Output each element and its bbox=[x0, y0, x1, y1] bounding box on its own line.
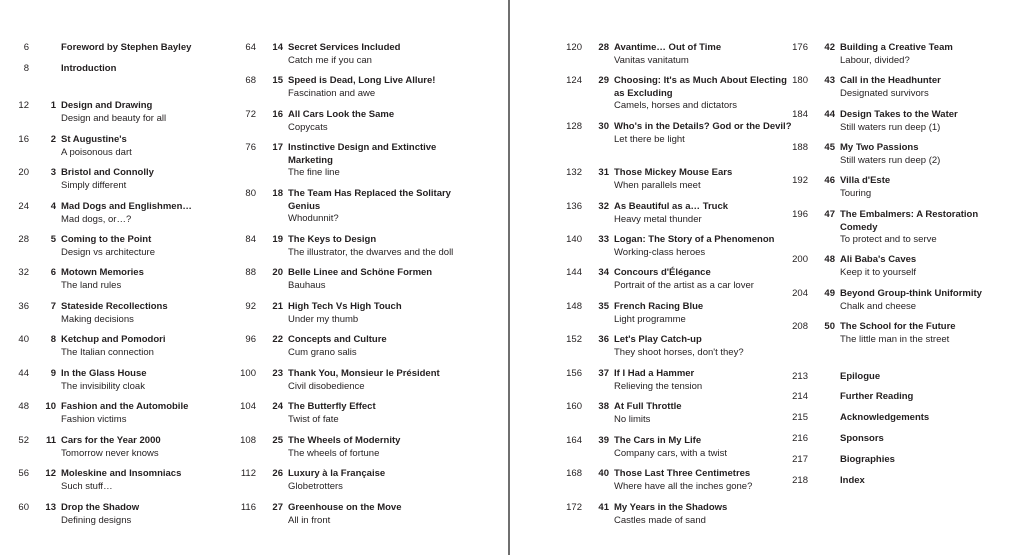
toc-chapter-title: All Cars Look the Same bbox=[288, 109, 395, 120]
toc-entry-text bbox=[288, 188, 466, 226]
toc-chapter-number: 45 bbox=[824, 142, 835, 153]
toc-page-number: 184 bbox=[792, 109, 808, 120]
toc-chapter-number: 9 bbox=[50, 368, 56, 379]
toc-chapter-number: 42 bbox=[824, 42, 835, 53]
toc-page-number: 64 bbox=[245, 42, 256, 53]
toc-page-number: 218 bbox=[792, 475, 808, 486]
toc-chapter-title: As Beautiful as a… Truck bbox=[614, 201, 729, 212]
toc-entry-text bbox=[840, 475, 1018, 488]
toc-chapter-subtitle: Globetrotters bbox=[288, 480, 343, 492]
toc-page-number: 36 bbox=[18, 301, 29, 312]
toc-entry-text bbox=[288, 301, 466, 326]
toc-chapter-subtitle: No limits bbox=[614, 413, 651, 425]
toc-chapter-number: 35 bbox=[598, 301, 609, 312]
toc-page-number: 88 bbox=[245, 267, 256, 278]
toc-chapter-title: Secret Services Included bbox=[288, 42, 401, 53]
toc-entry-text bbox=[61, 435, 239, 460]
toc-chapter-title: Greenhouse on the Move bbox=[288, 502, 402, 513]
toc-chapter-number: 44 bbox=[824, 109, 835, 120]
toc-chapter-title: Instinctive Design and Extinctive Marketing bbox=[288, 142, 437, 166]
toc-chapter-subtitle: Under my thumb bbox=[288, 313, 359, 325]
toc-chapter-subtitle: Vanitas vanitatum bbox=[614, 54, 689, 66]
toc-page-number: 192 bbox=[792, 175, 808, 186]
toc-chapter-title: The Wheels of Modernity bbox=[288, 435, 401, 446]
toc-chapter-title: St Augustine's bbox=[61, 134, 127, 145]
toc-chapter-subtitle: Company cars, with a twist bbox=[614, 447, 727, 459]
toc-page-number: 8 bbox=[23, 63, 29, 74]
toc-chapter-number: 43 bbox=[824, 75, 835, 86]
toc-chapter-number: 26 bbox=[272, 468, 283, 479]
toc-entry-text bbox=[614, 234, 792, 259]
toc-page-number: 32 bbox=[18, 267, 29, 278]
toc-page-number: 104 bbox=[240, 401, 256, 412]
book-spine-divider bbox=[508, 0, 510, 555]
toc-chapter-subtitle: Light programme bbox=[614, 313, 686, 325]
left-column-2 bbox=[227, 0, 467, 555]
toc-chapter-subtitle: Let there be light bbox=[614, 133, 685, 145]
toc-page-number: 132 bbox=[566, 167, 582, 178]
toc-chapter-subtitle: Keep it to yourself bbox=[840, 266, 917, 278]
toc-chapter-subtitle: Chalk and cheese bbox=[840, 300, 917, 312]
toc-chapter-subtitle: When parallels meet bbox=[614, 179, 701, 191]
toc-chapter-number: 38 bbox=[598, 401, 609, 412]
toc-chapter-number: 34 bbox=[598, 267, 609, 278]
toc-entry-text bbox=[288, 142, 466, 180]
toc-entry-text bbox=[288, 368, 466, 393]
toc-chapter-number: 19 bbox=[272, 234, 283, 245]
toc-chapter-subtitle: Where have all the inches gone? bbox=[614, 480, 753, 492]
toc-chapter-title: Beyond Group-think Uniformity bbox=[840, 288, 982, 299]
toc-page-number: 128 bbox=[566, 121, 582, 132]
toc-entry-text bbox=[614, 435, 792, 460]
toc-chapter-subtitle: Simply different bbox=[61, 179, 127, 191]
toc-chapter-number: 46 bbox=[824, 175, 835, 186]
toc-chapter-subtitle: Civil disobedience bbox=[288, 380, 365, 392]
toc-page-number: 6 bbox=[23, 42, 29, 53]
toc-chapter-title: At Full Throttle bbox=[614, 401, 682, 412]
toc-entry-text bbox=[61, 234, 239, 259]
toc-chapter-subtitle: A poisonous dart bbox=[61, 146, 132, 158]
toc-chapter-subtitle: Camels, horses and dictators bbox=[614, 100, 738, 112]
toc-page-number: 80 bbox=[245, 188, 256, 199]
toc-entry-text bbox=[288, 109, 466, 134]
toc-chapter-subtitle: Portrait of the artist as a car lover bbox=[614, 279, 754, 291]
toc-chapter-subtitle: Tomorrow never knows bbox=[61, 447, 159, 459]
toc-chapter-title: Mad Dogs and Englishmen… bbox=[61, 201, 192, 212]
toc-chapter-number: 47 bbox=[824, 209, 835, 220]
toc-chapter-title: Fashion and the Automobile bbox=[61, 401, 189, 412]
left-column-1 bbox=[0, 0, 240, 555]
toc-chapter-subtitle: Fashion victims bbox=[61, 413, 127, 425]
toc-chapter-title: Biographies bbox=[840, 454, 895, 465]
toc-entry-text bbox=[288, 502, 466, 527]
toc-entry-text bbox=[288, 267, 466, 292]
toc-page-number: 44 bbox=[18, 368, 29, 379]
toc-chapter-number: 1 bbox=[50, 100, 56, 111]
toc-chapter-title: The Butterfly Effect bbox=[288, 401, 376, 412]
toc-entry-text bbox=[614, 368, 792, 393]
toc-chapter-number: 40 bbox=[598, 468, 609, 479]
toc-chapter-number: 11 bbox=[45, 435, 56, 446]
toc-page-number: 152 bbox=[566, 334, 582, 345]
toc-chapter-subtitle: Twist of fate bbox=[288, 413, 339, 425]
toc-page-number: 200 bbox=[792, 254, 808, 265]
toc-page-number: 112 bbox=[240, 468, 256, 479]
toc-page-number: 76 bbox=[245, 142, 256, 153]
toc-chapter-title: Coming to the Point bbox=[61, 234, 152, 245]
toc-chapter-subtitle: Design and beauty for all bbox=[61, 112, 167, 124]
toc-entry-text bbox=[288, 234, 466, 259]
toc-chapter-subtitle: All in front bbox=[288, 514, 331, 526]
toc-chapter-number: 50 bbox=[824, 321, 835, 332]
toc-chapter-number: 39 bbox=[598, 435, 609, 446]
toc-chapter-title: Ali Baba's Caves bbox=[840, 254, 917, 265]
toc-chapter-title: Concours d'Élégance bbox=[614, 267, 711, 278]
toc-entry-text bbox=[614, 267, 792, 292]
toc-entry-text bbox=[840, 412, 1018, 425]
toc-chapter-subtitle: The little man in the street bbox=[840, 333, 950, 345]
toc-entry-text bbox=[61, 201, 239, 226]
toc-chapter-subtitle: To protect and to serve bbox=[840, 234, 937, 246]
toc-entry-text bbox=[61, 63, 239, 76]
toc-page-number: 214 bbox=[792, 391, 808, 402]
toc-chapter-subtitle: Such stuff… bbox=[61, 480, 113, 492]
toc-chapter-number: 10 bbox=[45, 401, 56, 412]
toc-chapter-title: My Years in the Shadows bbox=[614, 502, 728, 513]
toc-page-number: 72 bbox=[245, 109, 256, 120]
toc-page-number: 180 bbox=[792, 75, 808, 86]
toc-chapter-title: If I Had a Hammer bbox=[614, 368, 695, 379]
toc-page-number: 176 bbox=[792, 42, 808, 53]
toc-entry-text bbox=[840, 371, 1018, 384]
toc-chapter-title: The Embalmers: A Restoration Comedy bbox=[840, 209, 979, 233]
toc-page-number: 124 bbox=[566, 75, 582, 86]
toc-page-number: 48 bbox=[18, 401, 29, 412]
toc-chapter-number: 30 bbox=[598, 121, 609, 132]
toc-chapter-number: 7 bbox=[50, 301, 56, 312]
toc-chapter-number: 21 bbox=[272, 301, 283, 312]
toc-page-number: 164 bbox=[566, 435, 582, 446]
toc-chapter-number: 12 bbox=[45, 468, 56, 479]
right-column-1 bbox=[553, 0, 793, 555]
toc-entry-text bbox=[288, 435, 466, 460]
toc-chapter-number: 49 bbox=[824, 288, 835, 299]
toc-page-number: 160 bbox=[566, 401, 582, 412]
toc-entry-text bbox=[61, 334, 239, 359]
toc-entry-text bbox=[61, 134, 239, 159]
toc-chapter-title: Villa d'Este bbox=[840, 175, 891, 186]
toc-entry-text bbox=[288, 401, 466, 426]
toc-chapter-number: 23 bbox=[272, 368, 283, 379]
toc-page-number: 60 bbox=[18, 502, 29, 513]
toc-page-number: 28 bbox=[18, 234, 29, 245]
toc-chapter-number: 22 bbox=[272, 334, 283, 345]
toc-chapter-title: The Cars in My Life bbox=[614, 435, 702, 446]
toc-page-number: 188 bbox=[792, 142, 808, 153]
toc-chapter-title: Who's in the Details? God or the Devil? bbox=[614, 121, 792, 132]
toc-chapter-title: French Racing Blue bbox=[614, 301, 704, 312]
toc-chapter-number: 16 bbox=[272, 109, 283, 120]
toc-chapter-title: The School for the Future bbox=[840, 321, 956, 332]
toc-chapter-number: 37 bbox=[598, 368, 609, 379]
toc-chapter-subtitle: Labour, divided? bbox=[840, 54, 910, 66]
toc-entry-text bbox=[61, 167, 239, 192]
toc-entry-text bbox=[614, 75, 792, 113]
toc-chapter-subtitle: The invisibility cloak bbox=[61, 380, 145, 392]
toc-page-number: 84 bbox=[245, 234, 256, 245]
toc-entry-text bbox=[840, 142, 1018, 167]
toc-chapter-title: Call in the Headhunter bbox=[840, 75, 941, 86]
toc-chapter-subtitle: Bauhaus bbox=[288, 279, 326, 291]
toc-entry-text bbox=[614, 301, 792, 326]
toc-chapter-subtitle: Touring bbox=[840, 187, 872, 199]
toc-entry-text bbox=[614, 42, 792, 67]
toc-chapter-number: 18 bbox=[272, 188, 283, 199]
toc-chapter-title: Foreword by Stephen Bayley bbox=[61, 42, 192, 53]
toc-chapter-number: 32 bbox=[598, 201, 609, 212]
toc-chapter-title: Luxury à la Française bbox=[288, 468, 386, 479]
toc-page-number: 12 bbox=[18, 100, 29, 111]
toc-chapter-title: Logan: The Story of a Phenomenon bbox=[614, 234, 775, 245]
toc-chapter-title: Those Mickey Mouse Ears bbox=[614, 167, 733, 178]
toc-chapter-subtitle: Catch me if you can bbox=[288, 54, 372, 66]
toc-entry-text bbox=[614, 334, 792, 359]
toc-entry-text bbox=[614, 201, 792, 226]
toc-entry-text bbox=[288, 75, 466, 100]
toc-entry-text bbox=[840, 254, 1018, 279]
toc-chapter-title: Epilogue bbox=[840, 371, 881, 382]
toc-chapter-subtitle: The land rules bbox=[61, 279, 122, 291]
toc-chapter-title: Those Last Three Centimetres bbox=[614, 468, 751, 479]
toc-chapter-number: 33 bbox=[598, 234, 609, 245]
toc-page-number: 216 bbox=[792, 433, 808, 444]
toc-entry-text bbox=[614, 167, 792, 192]
toc-chapter-title: Sponsors bbox=[840, 433, 884, 444]
toc-chapter-subtitle: Making decisions bbox=[61, 313, 134, 325]
toc-entry-text bbox=[61, 301, 239, 326]
toc-page-number: 208 bbox=[792, 321, 808, 332]
toc-chapter-number: 6 bbox=[50, 267, 56, 278]
toc-chapter-subtitle: They shoot horses, don't they? bbox=[614, 346, 744, 358]
toc-chapter-subtitle: Castles made of sand bbox=[614, 514, 706, 526]
toc-page-number: 140 bbox=[566, 234, 582, 245]
toc-page-number: 96 bbox=[245, 334, 256, 345]
toc-entry-text bbox=[61, 368, 239, 393]
toc-chapter-subtitle: Cum grano salis bbox=[288, 346, 357, 358]
toc-chapter-number: 27 bbox=[272, 502, 283, 513]
toc-chapter-subtitle: Design vs architecture bbox=[61, 246, 155, 258]
toc-entry-text bbox=[614, 401, 792, 426]
toc-page-number: 136 bbox=[566, 201, 582, 212]
toc-chapter-title: Acknowledgements bbox=[840, 412, 930, 423]
toc-chapter-number: 14 bbox=[272, 42, 283, 53]
toc-entry-text bbox=[614, 502, 792, 527]
toc-chapter-number: 8 bbox=[50, 334, 56, 345]
toc-chapter-subtitle: The illustrator, the dwarves and the doll bbox=[288, 246, 454, 258]
toc-page-number: 144 bbox=[566, 267, 582, 278]
toc-page-number: 196 bbox=[792, 209, 808, 220]
toc-chapter-title: Drop the Shadow bbox=[61, 502, 140, 513]
toc-chapter-subtitle: Relieving the tension bbox=[614, 380, 703, 392]
toc-chapter-title: Further Reading bbox=[840, 391, 914, 402]
toc-chapter-subtitle: Whodunnit? bbox=[288, 213, 339, 225]
toc-chapter-title: Belle Linee and Schöne Formen bbox=[288, 267, 433, 278]
toc-chapter-number: 29 bbox=[598, 75, 609, 86]
toc-chapter-title: Introduction bbox=[61, 63, 117, 74]
toc-chapter-number: 17 bbox=[272, 142, 283, 153]
toc-chapter-title: The Keys to Design bbox=[288, 234, 377, 245]
toc-page-number: 24 bbox=[18, 201, 29, 212]
toc-chapter-subtitle: Fascination and awe bbox=[288, 87, 376, 99]
toc-chapter-subtitle: The wheels of fortune bbox=[288, 447, 380, 459]
toc-entry-text bbox=[288, 334, 466, 359]
toc-entry-text bbox=[288, 468, 466, 493]
right-column-2 bbox=[779, 0, 1019, 555]
toc-entry-text bbox=[840, 175, 1018, 200]
toc-chapter-title: In the Glass House bbox=[61, 368, 147, 379]
toc-page-number: 56 bbox=[18, 468, 29, 479]
toc-chapter-title: Motown Memories bbox=[61, 267, 144, 278]
toc-chapter-number: 28 bbox=[598, 42, 609, 53]
toc-entry-text bbox=[61, 100, 239, 125]
toc-page-number: 156 bbox=[566, 368, 582, 379]
toc-entry-text bbox=[840, 321, 1018, 346]
toc-entry-text bbox=[840, 75, 1018, 100]
toc-page-number: 148 bbox=[566, 301, 582, 312]
toc-page-number: 217 bbox=[792, 454, 808, 465]
toc-entry-text bbox=[61, 468, 239, 493]
toc-entry-text bbox=[840, 42, 1018, 67]
toc-entry-text bbox=[288, 42, 466, 67]
toc-chapter-subtitle: Heavy metal thunder bbox=[614, 213, 702, 225]
toc-entry-text bbox=[840, 391, 1018, 404]
toc-entry-text bbox=[840, 288, 1018, 313]
toc-entry-text bbox=[840, 109, 1018, 134]
toc-chapter-title: Thank You, Monsieur le Président bbox=[288, 368, 440, 379]
toc-entry-text bbox=[61, 267, 239, 292]
toc-entry-text bbox=[61, 502, 239, 527]
toc-chapter-title: Building a Creative Team bbox=[840, 42, 953, 53]
toc-page-number: 68 bbox=[245, 75, 256, 86]
toc-chapter-subtitle: Defining designs bbox=[61, 514, 132, 526]
toc-chapter-number: 15 bbox=[272, 75, 283, 86]
toc-entry-text bbox=[614, 468, 792, 493]
toc-page-number: 172 bbox=[566, 502, 582, 513]
toc-entry-text bbox=[840, 454, 1018, 467]
toc-chapter-number: 5 bbox=[50, 234, 56, 245]
toc-chapter-title: Ketchup and Pomodori bbox=[61, 334, 166, 345]
toc-chapter-subtitle: Designated survivors bbox=[840, 87, 929, 99]
toc-chapter-title: Avantime… Out of Time bbox=[614, 42, 722, 53]
toc-chapter-title: Cars for the Year 2000 bbox=[61, 435, 161, 446]
toc-chapter-subtitle: Mad dogs, or…? bbox=[61, 213, 132, 225]
toc-entry-text bbox=[614, 121, 792, 146]
toc-chapter-subtitle: Still waters run deep (2) bbox=[840, 154, 941, 166]
toc-entry-text bbox=[61, 401, 239, 426]
toc-page-number: 108 bbox=[240, 435, 256, 446]
toc-chapter-title: Index bbox=[840, 475, 865, 486]
toc-chapter-title: Speed is Dead, Long Live Allure! bbox=[288, 75, 436, 86]
toc-page-number: 204 bbox=[792, 288, 808, 299]
toc-chapter-subtitle: The Italian connection bbox=[61, 346, 154, 358]
toc-page-number: 16 bbox=[18, 134, 29, 145]
toc-chapter-subtitle: Working-class heroes bbox=[614, 246, 706, 258]
toc-page-number: 92 bbox=[245, 301, 256, 312]
toc-page-number: 116 bbox=[240, 502, 256, 513]
toc-chapter-number: 31 bbox=[598, 167, 609, 178]
toc-chapter-subtitle: Copycats bbox=[288, 121, 328, 133]
toc-chapter-number: 2 bbox=[50, 134, 56, 145]
toc-page-number: 215 bbox=[792, 412, 808, 423]
toc-chapter-title: Design and Drawing bbox=[61, 100, 153, 111]
toc-chapter-title: My Two Passions bbox=[840, 142, 919, 153]
toc-chapter-number: 13 bbox=[45, 502, 56, 513]
toc-chapter-title: Stateside Recollections bbox=[61, 301, 168, 312]
toc-chapter-title: Concepts and Culture bbox=[288, 334, 387, 345]
toc-chapter-number: 3 bbox=[50, 167, 56, 178]
toc-chapter-title: Let's Play Catch-up bbox=[614, 334, 702, 345]
toc-chapter-title: Design Takes to the Water bbox=[840, 109, 958, 120]
toc-entry-text bbox=[61, 42, 239, 55]
toc-page-number: 100 bbox=[240, 368, 256, 379]
toc-chapter-title: High Tech Vs High Touch bbox=[288, 301, 402, 312]
toc-chapter-subtitle: The fine line bbox=[288, 167, 340, 179]
toc-chapter-number: 41 bbox=[598, 502, 609, 513]
toc-chapter-number: 4 bbox=[50, 201, 56, 212]
toc-chapter-title: Bristol and Connolly bbox=[61, 167, 154, 178]
toc-page-number: 52 bbox=[18, 435, 29, 446]
toc-chapter-number: 36 bbox=[598, 334, 609, 345]
toc-chapter-number: 25 bbox=[272, 435, 283, 446]
toc-page-number: 213 bbox=[792, 371, 808, 382]
toc-chapter-number: 24 bbox=[272, 401, 283, 412]
toc-chapter-title: Moleskine and Insomniacs bbox=[61, 468, 182, 479]
toc-chapter-number: 48 bbox=[824, 254, 835, 265]
toc-chapter-title: The Team Has Replaced the Solitary Genius bbox=[288, 188, 451, 212]
toc-chapter-subtitle: Still waters run deep (1) bbox=[840, 121, 941, 133]
toc-page-number: 120 bbox=[566, 42, 582, 53]
toc-page-number: 168 bbox=[566, 468, 582, 479]
toc-chapter-number: 20 bbox=[272, 267, 283, 278]
toc-chapter-title: Choosing: It's as Much About Electing as Excluding bbox=[614, 75, 787, 99]
toc-page-number: 20 bbox=[18, 167, 29, 178]
toc-page-number: 40 bbox=[18, 334, 29, 345]
toc-entry-text bbox=[840, 209, 1018, 247]
toc-entry-text bbox=[840, 433, 1018, 446]
